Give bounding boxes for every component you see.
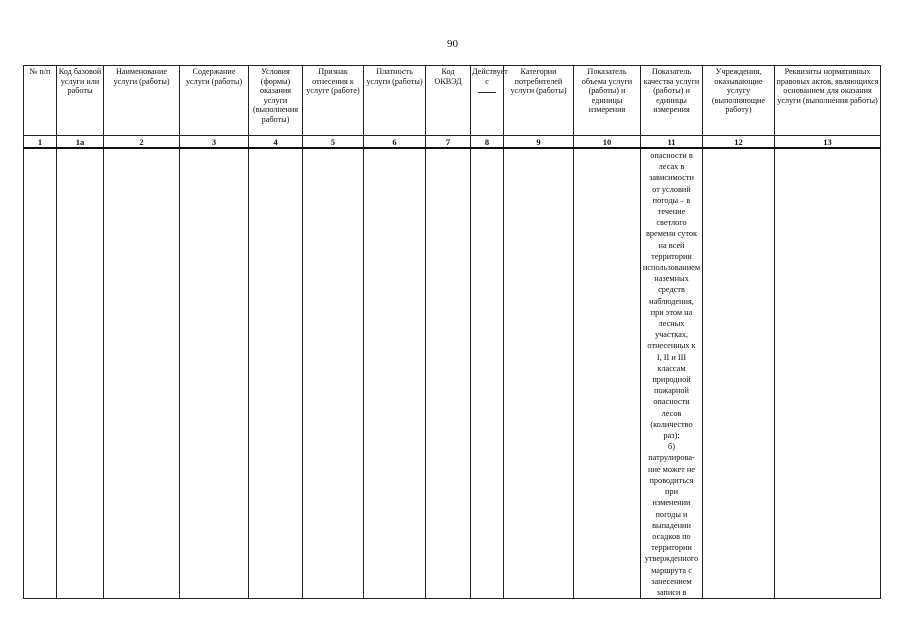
table-cell [180,148,249,599]
text-line: лесных [658,319,685,329]
column-number: 3 [180,136,249,149]
table-cell [775,148,881,599]
text-line: классам [657,363,686,373]
text-line: погоды – в [652,195,691,205]
text-line: лесах в [658,162,685,172]
header-cell: Учреждения, оказывающие услугу (выполняющие работу) [703,66,775,136]
header-cell: Показатель качества услуги (работы) и единицы измерения [641,66,703,136]
text-line: использованием [642,263,701,273]
text-line: средств [658,285,685,295]
text-line: погоды и [655,509,688,519]
table-cell [303,148,364,599]
text-line: осадков по [652,531,691,541]
table-cell [574,148,641,599]
quality-indicator-cell [641,148,703,599]
column-number: 5 [303,136,364,149]
text-line: проводиться [649,475,694,485]
page-number: 90 [447,38,458,50]
text-line: времени суток [645,229,698,239]
text-line: лесов [661,408,682,418]
header-cell: Наименование услуги (работы) [104,66,180,136]
text-line: от условий [652,184,691,194]
text-line: участках, [654,330,689,340]
text-line: записи в [656,587,687,597]
services-table [23,65,881,599]
table-cell [57,148,104,599]
table-cell [24,148,57,599]
table-cell [703,148,775,599]
header-cell: Категории потребителей услуги (работы) [504,66,574,136]
table-cell [471,148,504,599]
text-line: изменении [652,498,691,508]
table-row [24,148,881,599]
column-number: 6 [364,136,426,149]
quality-indicator-text [641,149,702,598]
header-cell: Реквизиты нормативных правовых актов, являющихся основанием для оказания услуги (выполнения работы) [775,66,881,136]
table-cell [249,148,303,599]
header-cell: Показатель объема услуги (работы) и единицы измерения [574,66,641,136]
column-number: 1 [24,136,57,149]
blank-line [478,86,496,93]
text-line: опасности [653,397,690,407]
table-cell [364,148,426,599]
text-line: на всей [658,240,685,250]
header-cell: № п/п [24,66,57,136]
text-line: занесением [651,576,692,586]
column-number: 10 [574,136,641,149]
table-cell [504,148,574,599]
header-row [24,66,881,136]
text-line: при этом на [650,307,693,317]
column-number-row [24,136,881,149]
text-line: наземных [654,274,689,284]
column-number: 4 [249,136,303,149]
column-number: 12 [703,136,775,149]
text-line: выпадении [652,520,691,530]
text-line: течение [657,207,686,217]
text-line: территории [651,543,692,553]
text-line: светлого [656,218,687,228]
text-line: I, II и III [656,352,687,362]
table-cell [426,148,471,599]
header-cell: Условия (формы) оказания услуги (выполнения работы) [249,66,303,136]
text-line: зависимости [649,173,694,183]
text-line: отнесенных к [647,341,696,351]
text-line: наблюдения, [649,296,694,306]
text-line: природной [652,375,691,385]
text-line: утвержденного [644,554,699,564]
header-cell-acts-from [471,66,508,136]
header-cell: Код ОКВЭД [426,66,471,136]
column-number: 2 [104,136,180,149]
column-number: 7 [426,136,471,149]
column-number: 1а [57,136,104,149]
text-line: раз); [663,431,680,441]
text-line: опасности в [650,151,693,160]
header-cell: Платность услуги (работы) [364,66,426,136]
header-cell: Признак отнесения к услуге (работе) [303,66,364,136]
text-line: территории [651,251,692,261]
text-line: (количество [650,419,693,429]
column-number: 13 [775,136,881,149]
header-cell: Код базовой услуги или работы [57,66,104,136]
text-line: пожарной [654,386,689,396]
header-acts-from-text: Действует с [472,67,508,86]
text-line: при [664,487,679,497]
text-line: б) [668,442,675,452]
text-line: патрулирова- [648,453,695,463]
column-number: 11 [641,136,703,149]
column-number: 9 [504,136,574,149]
column-number: 8 [471,136,504,149]
header-cell: Содержание услуги (работы) [180,66,249,136]
table-cell [104,148,180,599]
text-line: ние может не [648,464,695,474]
text-line: маршрута с [651,565,692,575]
